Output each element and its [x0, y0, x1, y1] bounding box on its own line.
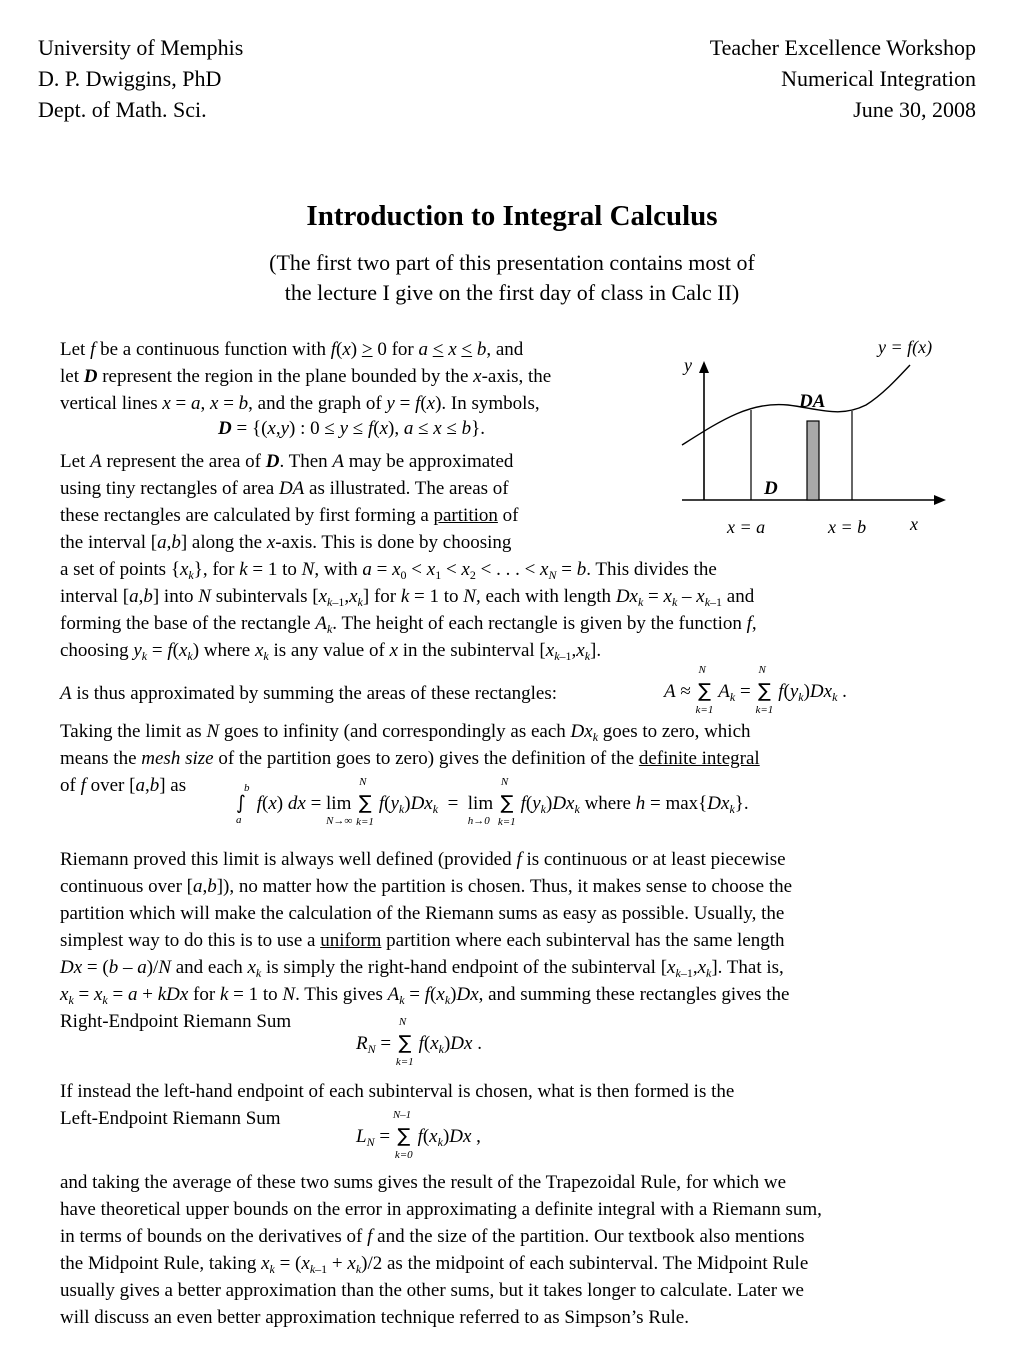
sum-symbol-4: N ∑ k=1 — [497, 776, 516, 828]
header-author: D. P. Dwiggins, PhD — [38, 66, 222, 91]
sum-symbol-2: N ∑ k=1 — [755, 664, 774, 716]
paragraph-closing — [60, 1169, 822, 1331]
closing-line-2: have theoretical upper bounds on the error in approximating a definite integral with a Riemann sum, — [60, 1199, 822, 1220]
paragraph-2 — [60, 448, 757, 664]
xb-label: x = b — [828, 517, 867, 537]
p2-line-6: interval [a,b] into N subintervals $[x_{k-1},x_k]$ for k = 1 to N, each with length $Dx_k = x_k - x_{k-1}$ and — [60, 586, 755, 609]
curve-path — [682, 365, 910, 445]
integral-formula: b ∫ a f(x) dx = lim N→∞ N ∑ k=1 $f(y_k)Dx_k = \lim$ h→0 N ∑ k=1 $f(y_k)Dx_k$ where $h = \max\{Dx_k\}$. — [236, 776, 749, 828]
p3-line-1: Riemann proved this limit is always well defined (provided f is continuous or at least piecewise — [60, 849, 786, 870]
closing-line-3: in terms of bounds on the derivatives of f and the size of the partition. Our textbook also mentions — [60, 1226, 805, 1247]
limit-line-3: of f over [a,b] as — [60, 775, 187, 796]
left-line-1: If instead the left-hand endpoint of each subinterval is chosen, what is then formed is the — [60, 1081, 735, 1102]
paragraph-3 — [60, 846, 792, 1035]
limit-2: lim h→0 — [467, 793, 494, 827]
x-axis-label: x — [910, 514, 918, 534]
p2-line-5: a set of points $\{x_k\}$, for k = 1 to N, with $a = x_0 < x_1 < x_2$ < . . . < $x_N = b$. This divides the — [60, 559, 717, 582]
sum-symbol-6: N–1 ∑ k=0 — [392, 1109, 413, 1161]
p3-line-5: Dx = (b – a)/N and each $x_k$ is simply the right-hand endpoint of the subinterval $[x_{k-1},x_k]$. That is, — [60, 957, 784, 980]
p1-line-2: let D represent the region in the plane bounded by the x-axis, the — [60, 366, 552, 387]
p3-line-2: continuous over [a,b]), no matter how the partition is chosen. Thus, it makes sense to choose the — [60, 876, 793, 897]
p2-line-2: using tiny rectangles of area DA as illustrated. The areas of — [60, 478, 509, 499]
paragraph-1 — [60, 336, 551, 417]
p3-line-4: simplest way to do this is to use a uniform partition where each subinterval has the same length — [60, 930, 785, 951]
header-date: June 30, 2008 — [853, 97, 976, 122]
p3-line-7: Right-Endpoint Riemann Sum — [60, 1011, 292, 1032]
paragraph-left-sum — [60, 1078, 734, 1132]
closing-line-1: and taking the average of these two sums gives the result of the Trapezoidal Rule, for which we — [60, 1172, 787, 1193]
header-workshop: Teacher Excellence Workshop — [709, 35, 976, 60]
approx-formula: A ≈ N ∑ k=1 $A_k$ = N ∑ k=1 $f(y_k)Dx_k$ . — [664, 664, 847, 716]
y-axis-arrow — [699, 361, 709, 373]
paragraph-limit — [60, 718, 760, 799]
integral-symbol: b ∫ a — [236, 782, 250, 826]
approx-sign: ≈ — [680, 681, 691, 702]
subtitle-line-2: the lecture I give on the first day of class in Calc II) — [284, 280, 740, 305]
closing-line-6: will discuss an even better approximation technique referred to as Simpson’s Rule. — [60, 1307, 689, 1328]
p1-line-3: vertical lines x = a, x = b, and the graph of y = f(x). In symbols, — [60, 393, 540, 414]
curve-label: y = f(x) — [878, 337, 933, 357]
sum-symbol-3: N ∑ k=1 — [356, 776, 374, 828]
rect-label: DA — [799, 391, 826, 412]
set-equation: D = {(x,y) : 0 ≤ y ≤ f(x), a ≤ x ≤ b}. — [218, 418, 486, 439]
limit-line-1: Taking the limit as N goes to infinity (and correspondingly as each $Dx_k$ goes to zero, which — [60, 721, 751, 744]
closing-line-4: the Midpoint Rule, taking $x_k = (x_{k-1} + x_k)/2$ as the midpoint of each subinterval. The Midpoint Rule — [60, 1253, 809, 1276]
sum-symbol-1: N ∑ k=1 — [695, 664, 714, 716]
approx-line: A is thus approximated by summing the areas of these rectangles: — [60, 683, 558, 704]
page-subtitle — [0, 248, 1024, 308]
region-label: D — [764, 478, 778, 499]
left-sum-formula: $L_N$ = N–1 ∑ k=0 $f(x_k)Dx$ , — [356, 1109, 481, 1161]
p2-line-4: the interval [a,b] along the x-axis. This is done by choosing — [60, 532, 512, 553]
xa-label: x = a — [727, 517, 766, 537]
p3-line-3: partition which will make the calculation of the Riemann sums as easy as possible. Usually, the — [60, 903, 785, 924]
limit-line-2: means the mesh size of the partition goes to zero) gives the definition of the definite integral — [60, 748, 760, 769]
closing-line-5: usually gives a better approximation than the other sums, but it takes longer to calculate. Later we — [60, 1280, 804, 1301]
header-university: University of Memphis — [38, 35, 244, 60]
header-left — [38, 32, 243, 125]
header-department: Dept. of Math. Sci. — [38, 97, 207, 122]
p2-line-8: choosing $y_k = f(x_k)$ where $x_k$ is any value of x in the subinterval $[x_{k-1},x_k]$. — [60, 640, 602, 663]
header-right — [710, 32, 976, 125]
p2-line-7: forming the base of the rectangle $A_k$. The height of each rectangle is given by the function f, — [60, 613, 757, 636]
left-line-2: Left-Endpoint Riemann Sum — [60, 1108, 281, 1129]
subtitle-line-1: (The first two part of this presentation contains most of — [269, 250, 755, 275]
right-sum-formula: $R_N$ = N ∑ k=1 $f(x_k)Dx$ . — [356, 1016, 482, 1068]
p3-line-6: $x_k = x_k = a$ + kDx for k = 1 to N. This gives $A_k = f(x_k)Dx$, and summing these rectangles gives the — [60, 984, 790, 1007]
x-axis-arrow — [934, 495, 946, 505]
p1-line-1: Let f be a continuous function with f(x) > 0 for a < x < b, and — [60, 339, 524, 360]
p2-line-1: Let A represent the area of D. Then A may be approximated — [60, 451, 514, 472]
y-axis-label: y — [684, 355, 692, 375]
page-title: Introduction to Integral Calculus — [306, 200, 718, 232]
p2-line-3: these rectangles are calculated by first forming a partition of — [60, 505, 519, 526]
rectangle-da — [807, 421, 819, 500]
sum-symbol-5: N ∑ k=1 — [395, 1016, 414, 1068]
limit-1: lim N→∞ — [326, 793, 353, 827]
header-topic: Numerical Integration — [781, 66, 976, 91]
